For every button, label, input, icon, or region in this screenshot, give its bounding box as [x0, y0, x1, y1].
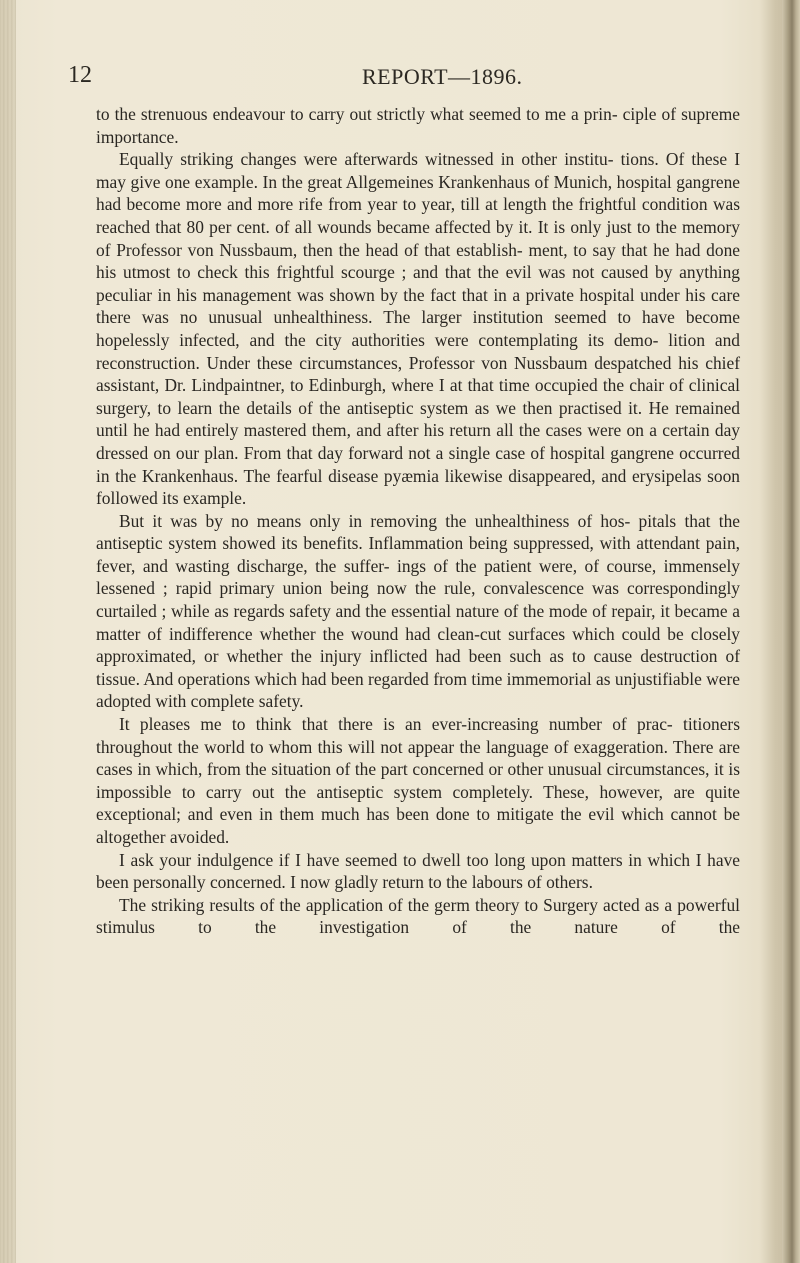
running-title: REPORT—1896.: [362, 64, 523, 89]
paragraph-germ-theory: The striking results of the application of the germ theory to Surgery acted as a powerful stimulus to the investigation of the nature of the: [96, 894, 740, 938]
page-edge-binding: [782, 0, 800, 1263]
page-header: [0, 62, 800, 92]
paragraph-indulgence: I ask your indulgence if I have seemed to dwell too long upon matters in which I have been personally concerned. I now gladly return to the labours of others.: [96, 849, 740, 893]
page-gutter-shadow: [0, 0, 16, 1263]
body-text: [96, 103, 740, 939]
paragraph-benefits: But it was by no means only in removing the unhealthiness of hos- pitals that the antiseptic system showed its benefits. Inflammation being suppressed, with attendant pain, fever, and wasting discharge, the suffer- ings of the patient were, of course, immensely lessened ; rapid primary union being now the rule, convalescence was correspondingly curtailed ; while as regards safety and the essential nature of the mode of repair, it became a matter of indifference whether the wound had clean-cut surfaces which could be closely approximated, or whether the injury inflicted had been such as to cause destruction of tissue. And operations which had been regarded from time immemorial as unjustifiable were adopted with complete safety.: [96, 510, 740, 712]
paragraph-munich-example: Equally striking changes were afterwards witnessed in other institu- tions. Of these I may give one example. In the great Allgemeines Krankenhaus of Munich, hospital gangrene had become more and more rife from year to year, till at length the frightful condition was reached that 80 per cent. of all wounds became affected by it. It is only just to the memory of Professor von Nussbaum, then the head of that establish- ment, to say that he had done his utmost to check this frightful scourge ; and that the evil was not caused by anything peculiar in his management was shown by the fact that in a private hospital under his care there was no unusual unhealthiness. The larger institution seemed to have become hopelessly infected, and the city authorities were contemplating its demo- lition and reconstruction. Under these circumstances, Professor von Nussbaum despatched his chief assistant, Dr. Lindpaintner, to Edinburgh, where I at that time occupied the chair of clinical surgery, to learn the details of the antiseptic system as we then practised it. He remained until he had entirely mastered them, and after his return all the cases were on a certain day dressed on our plan. From that day forward not a single case of hospital gangrene occurred in the Krankenhaus. The fearful disease pyæmia likewise disappeared, and erysipelas soon followed its example.: [96, 149, 740, 509]
paragraph-continuation: to the strenuous endeavour to carry out strictly what seemed to me a prin- ciple of supreme importance.: [96, 104, 740, 147]
paragraph-practitioners: It pleases me to think that there is an ever-increasing number of prac- titioners throughout the world to whom this will not appear the language of exaggeration. There are cases in which, from the situation of the part concerned or other unusual circumstances, it is impossible to carry out the antiseptic system completely. These, however, are quite exceptional; and even in them much has been done to mitigate the evil which cannot be altogether avoided.: [96, 714, 740, 847]
page-number: 12: [68, 62, 92, 88]
